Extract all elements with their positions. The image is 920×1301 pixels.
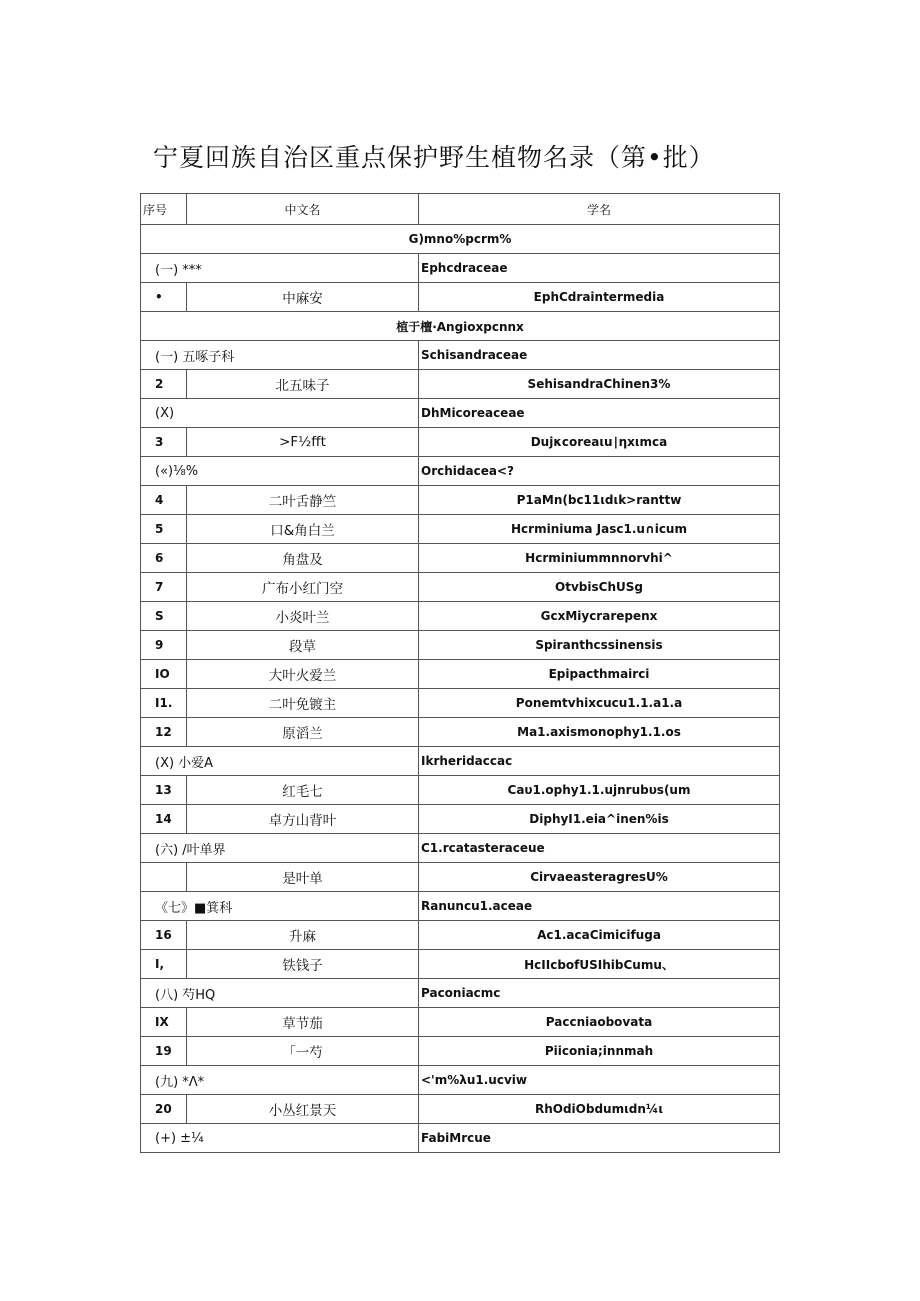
species-cn-name: 草节茄 <box>187 1008 419 1037</box>
family-cn-name: (九) *Λ* <box>141 1066 419 1095</box>
species-row <box>141 602 780 631</box>
family-row <box>141 1124 780 1153</box>
species-row <box>141 486 780 515</box>
family-row <box>141 341 780 370</box>
species-sci-name: P1aMn(bc11ιdιk>ranttw <box>419 486 780 515</box>
species-sci-name: Dujκcoreaιu∣ηxιmca <box>419 428 780 457</box>
division-name: G)mno%pcrm% <box>141 225 780 254</box>
species-sci-name: Paccniaobovata <box>419 1008 780 1037</box>
species-no: S <box>141 602 187 631</box>
species-row <box>141 1037 780 1066</box>
division-row <box>141 312 780 341</box>
species-no <box>141 863 187 892</box>
species-row <box>141 428 780 457</box>
species-row <box>141 805 780 834</box>
species-cn-name: 北五味子 <box>187 370 419 399</box>
family-sci-name: FabiMrcue <box>419 1124 780 1153</box>
species-sci-name: CirvaeasteragresU% <box>419 863 780 892</box>
division-name: 植于檀·Angioxpcnnx <box>141 312 780 341</box>
family-sci-name: Ephcdraceae <box>419 254 780 283</box>
species-sci-name: Ma1.axismonophy1.1.os <box>419 718 780 747</box>
species-cn-name: 铁钱子 <box>187 950 419 979</box>
species-row <box>141 689 780 718</box>
species-row <box>141 573 780 602</box>
species-no: 7 <box>141 573 187 602</box>
species-row <box>141 631 780 660</box>
species-row <box>141 921 780 950</box>
species-cn-name: 二叶免镀主 <box>187 689 419 718</box>
family-row <box>141 747 780 776</box>
species-cn-name: 原滔兰 <box>187 718 419 747</box>
species-sci-name: EphCdraintermedia <box>419 283 780 312</box>
species-sci-name: HcIIcbofUSIhibCumu、 <box>419 950 780 979</box>
species-sci-name: OtvbisChUSg <box>419 573 780 602</box>
species-cn-name: 小炎叶兰 <box>187 602 419 631</box>
family-row <box>141 457 780 486</box>
family-cn-name: (六) /叶单界 <box>141 834 419 863</box>
family-row <box>141 979 780 1008</box>
species-row <box>141 370 780 399</box>
species-no: I, <box>141 950 187 979</box>
species-no: 14 <box>141 805 187 834</box>
family-cn-name: (X) <box>141 399 419 428</box>
species-sci-name: Ac1.acaCimicifuga <box>419 921 780 950</box>
family-sci-name: Schisandraceae <box>419 341 780 370</box>
species-sci-name: Epipacthmairci <box>419 660 780 689</box>
family-cn-name: (八) 芍HQ <box>141 979 419 1008</box>
family-cn-name: (一) *** <box>141 254 419 283</box>
species-cn-name: 是叶单 <box>187 863 419 892</box>
species-no: 20 <box>141 1095 187 1124</box>
species-sci-name: Hcrminiuma Jasc1.u∩icum <box>419 515 780 544</box>
family-cn-name: (X) 小爱A <box>141 747 419 776</box>
family-cn-name: (一) 五啄子科 <box>141 341 419 370</box>
species-cn-name: >F½fft <box>187 428 419 457</box>
species-cn-name: 升麻 <box>187 921 419 950</box>
header-no: 序号 <box>141 194 187 225</box>
family-row <box>141 254 780 283</box>
species-row <box>141 515 780 544</box>
species-no: 4 <box>141 486 187 515</box>
species-no: IX <box>141 1008 187 1037</box>
species-no: 16 <box>141 921 187 950</box>
species-cn-name: 卓方山背叶 <box>187 805 419 834</box>
species-sci-name: Caυ1.ophy1.1.ujnrubυs(um <box>419 776 780 805</box>
species-row <box>141 863 780 892</box>
table-header-row <box>141 194 780 225</box>
family-row <box>141 834 780 863</box>
species-no: I1. <box>141 689 187 718</box>
family-sci-name: C1.rcatasteraceue <box>419 834 780 863</box>
species-no: 19 <box>141 1037 187 1066</box>
species-row <box>141 950 780 979</box>
family-row <box>141 892 780 921</box>
species-sci-name: DiphyI1.eia^inen%is <box>419 805 780 834</box>
family-cn-name: («)⅛% <box>141 457 419 486</box>
species-row <box>141 776 780 805</box>
species-cn-name: 口&角白兰 <box>187 515 419 544</box>
page-title: 宁夏回族自治区重点保护野生植物名录（第•批） <box>153 143 715 172</box>
species-row <box>141 660 780 689</box>
species-cn-name: 「一芍 <box>187 1037 419 1066</box>
species-sci-name: Ponemtvhixcucu1.1.a1.a <box>419 689 780 718</box>
species-cn-name: 红毛七 <box>187 776 419 805</box>
species-no: 9 <box>141 631 187 660</box>
species-no: 2 <box>141 370 187 399</box>
family-cn-name: (+) ±¼ <box>141 1124 419 1153</box>
family-sci-name: Ranuncu1.aceae <box>419 892 780 921</box>
family-row <box>141 1066 780 1095</box>
table-body <box>141 194 780 1153</box>
species-no: • <box>141 283 187 312</box>
species-sci-name: Hcrminiummnnorvhi^ <box>419 544 780 573</box>
species-cn-name: 二叶舌静竺 <box>187 486 419 515</box>
family-sci-name: DhMicoreaceae <box>419 399 780 428</box>
species-cn-name: 中麻安 <box>187 283 419 312</box>
species-sci-name: GcxMiycrarepenx <box>419 602 780 631</box>
species-row <box>141 1095 780 1124</box>
header-cn: 中文名 <box>187 194 419 225</box>
species-no: 5 <box>141 515 187 544</box>
species-no: 3 <box>141 428 187 457</box>
species-no: IO <box>141 660 187 689</box>
species-sci-name: Piiconia;innmah <box>419 1037 780 1066</box>
family-row <box>141 399 780 428</box>
species-no: 12 <box>141 718 187 747</box>
family-sci-name: Paconiacmc <box>419 979 780 1008</box>
species-row <box>141 718 780 747</box>
species-cn-name: 广布小红门空 <box>187 573 419 602</box>
division-row <box>141 225 780 254</box>
family-cn-name: 《七》■箕科 <box>141 892 419 921</box>
species-cn-name: 大叶火爱兰 <box>187 660 419 689</box>
family-sci-name: Ikrheridaccac <box>419 747 780 776</box>
species-sci-name: SehisandraChinen3% <box>419 370 780 399</box>
species-cn-name: 段草 <box>187 631 419 660</box>
species-row <box>141 1008 780 1037</box>
species-row <box>141 544 780 573</box>
species-no: 6 <box>141 544 187 573</box>
species-no: 13 <box>141 776 187 805</box>
plant-list-table <box>140 193 780 1153</box>
header-sci: 学名 <box>419 194 780 225</box>
species-row <box>141 283 780 312</box>
species-sci-name: RhOdiObdumιdn¼ι <box>419 1095 780 1124</box>
family-sci-name: Orchidacea<? <box>419 457 780 486</box>
species-sci-name: Spiranthcssinensis <box>419 631 780 660</box>
family-sci-name: <'m%λu1.ucviw <box>419 1066 780 1095</box>
species-cn-name: 小丛红景天 <box>187 1095 419 1124</box>
species-cn-name: 角盘及 <box>187 544 419 573</box>
